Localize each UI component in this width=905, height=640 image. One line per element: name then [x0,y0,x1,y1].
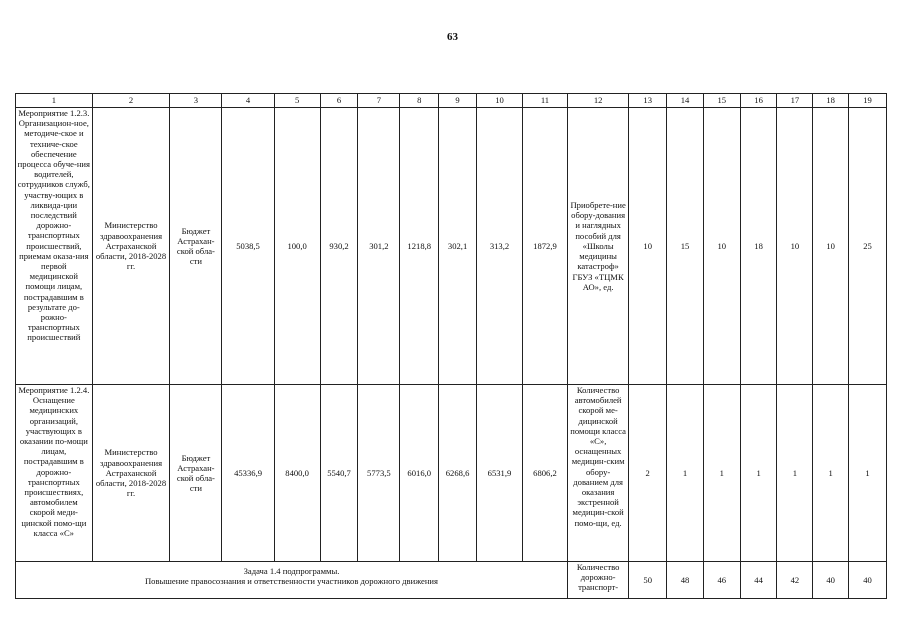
page-number: 63 [447,31,458,43]
column-header: 9 [439,94,477,108]
column-header: 6 [320,94,358,108]
funding-cell: 1218,8 [400,108,439,385]
target-cell: 42 [777,562,813,599]
target-cell: 48 [667,562,704,599]
source-cell: Бюджет Астрахан-ской обла-сти [170,108,222,385]
task-subtitle: Повышение правосознания и ответственности участников дорожного движения [144,576,438,587]
target-cell: 1 [667,385,704,562]
source-cell: Бюджет Астрахан-ской обла-сти [170,385,222,562]
target-cell: 50 [629,562,667,599]
indicator-cell: Количество автомобилей скорой ме-дицинской помощи класса «С», оснащенных медицин-ским обору-дованием для оказания экстренной медицин-ской помо-щи, ед. [567,385,628,562]
column-header: 15 [703,94,740,108]
column-header: 18 [813,94,849,108]
column-header: 16 [740,94,777,108]
target-cell: 10 [813,108,849,385]
target-cell: 40 [849,562,887,599]
target-cell: 1 [703,385,740,562]
target-cell: 10 [777,108,813,385]
funding-cell: 5540,7 [320,385,358,562]
funding-cell: 6531,9 [476,385,522,562]
target-cell: 44 [740,562,777,599]
column-header: 3 [170,94,222,108]
column-header: 12 [567,94,628,108]
column-header: 7 [358,94,400,108]
task-heading-cell [16,562,568,599]
target-cell: 1 [740,385,777,562]
funding-cell: 6268,6 [439,385,477,562]
target-cell: 46 [703,562,740,599]
task-row [16,562,887,599]
funding-total-cell: 45336,9 [222,385,274,562]
table-row [16,108,887,385]
target-cell: 15 [667,108,704,385]
funding-cell: 301,2 [358,108,400,385]
column-header: 5 [274,94,320,108]
indicator-cell: Приобрете-ние обору-дования и наглядных пособий для «Школы медицины катастроф» ГБУЗ «ТЦМК АО», ед. [567,108,628,385]
column-header: 1 [16,94,93,108]
funding-cell: 8400,0 [274,385,320,562]
funding-cell: 100,0 [274,108,320,385]
column-header: 8 [400,94,439,108]
column-header: 17 [777,94,813,108]
program-table [15,93,887,599]
funding-cell: 313,2 [476,108,522,385]
column-header: 11 [522,94,567,108]
column-header: 4 [222,94,274,108]
column-header: 19 [849,94,887,108]
task-title: Задача 1.4 подпрограммы. [243,566,340,576]
funding-cell: 6016,0 [400,385,439,562]
executor-cell: Министерство здравоохранения Астраханской области, 2018-2028 гг. [92,385,170,562]
column-number-row [16,94,887,108]
target-cell: 1 [777,385,813,562]
activity-cell: Мероприятие 1.2.3. Организацион-ное, методиче-ское и техниче-ское обеспечение процесса обуче-ния водителей, сотрудников служб, участву-ющих в ликвида-ции последствий дорожно-транспортных происшествий, приемам оказа-ния первой медицинской помощи лицам, пострадавшим в результате до-рожно-транспортных происшествий [16,108,93,385]
target-cell: 25 [849,108,887,385]
funding-total-cell: 5038,5 [222,108,274,385]
funding-cell: 930,2 [320,108,358,385]
table-row [16,385,887,562]
target-cell: 1 [813,385,849,562]
funding-cell: 302,1 [439,108,477,385]
target-cell: 40 [813,562,849,599]
column-header: 13 [629,94,667,108]
funding-cell: 6806,2 [522,385,567,562]
target-cell: 18 [740,108,777,385]
target-cell: 2 [629,385,667,562]
activity-cell: Мероприятие 1.2.4. Оснащение медицинских организаций, участвующих в оказании по-мощи лицам, пострадавшим в дорожно-транспортных происшествиях, автомобилем скорой меди-цинской помо-щи класса «С» [16,385,93,562]
target-cell: 10 [629,108,667,385]
funding-cell: 5773,5 [358,385,400,562]
column-header: 10 [476,94,522,108]
target-cell: 1 [849,385,887,562]
column-header: 2 [92,94,170,108]
funding-cell: 1872,9 [522,108,567,385]
column-header: 14 [667,94,704,108]
target-cell: 10 [703,108,740,385]
executor-cell: Министерство здравоохранения Астраханской области, 2018-2028 гг. [92,108,170,385]
indicator-cell: Количество дорожно-транспорт- [567,562,628,599]
